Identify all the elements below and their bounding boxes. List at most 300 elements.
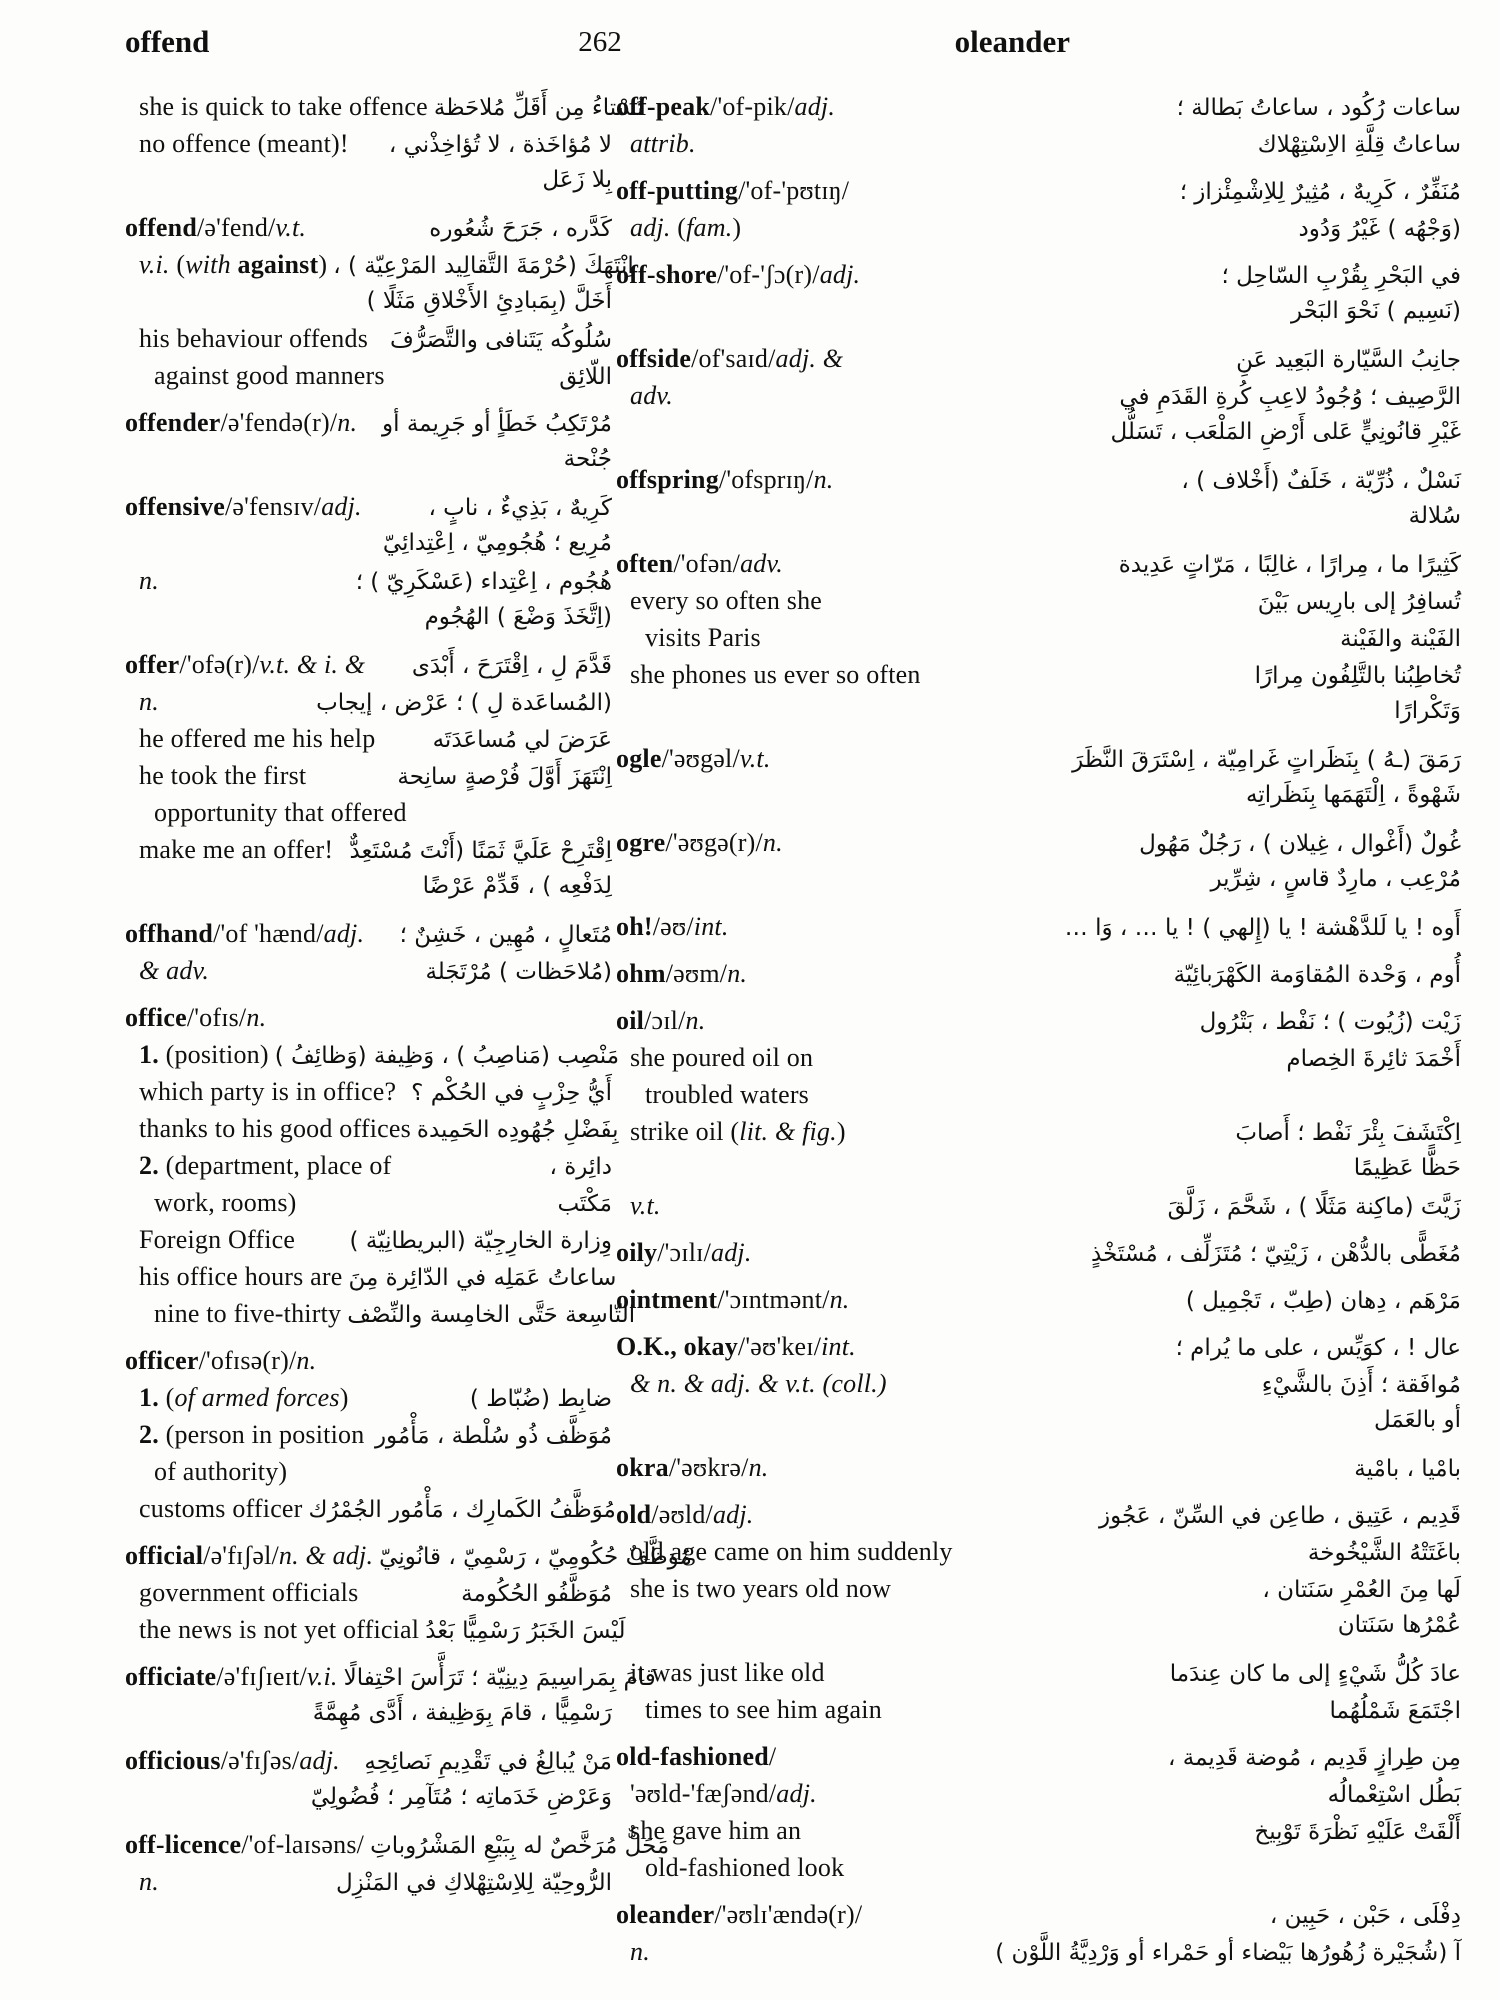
- headword: offer: [125, 650, 180, 679]
- english-text: [125, 1416, 364, 1453]
- headword: oh!: [616, 912, 653, 941]
- english-text: [125, 88, 428, 125]
- arabic-translation: (المُساعَدة لِ ) ؛ عَرْض ، إيجاب: [316, 690, 612, 716]
- arabic-translation: لَيْسَ الخَبَرُ رَسْمِيًّا بَعْدُ: [425, 1618, 626, 1644]
- entry-line: [125, 1742, 612, 1779]
- entry-line: [125, 1258, 617, 1295]
- entry-line: [616, 1076, 1461, 1113]
- english-text: [616, 1449, 768, 1486]
- english-segment: (: [677, 213, 687, 242]
- entry-line: [616, 1113, 1461, 1150]
- english-segment: n.: [813, 465, 834, 494]
- arabic-translation: مَرْهَم ، دِهان (طِبّ ، تَجْمِيل ): [1185, 1288, 1461, 1314]
- entry-line: [125, 794, 612, 831]
- english-text: [616, 1570, 891, 1607]
- entry-line: [616, 125, 1461, 162]
- entry-line: [125, 357, 612, 394]
- arabic-translation: وَعَرْضِ خَدَماتِه ؛ مُتَآمِر ؛ فُضُولِيّ: [310, 1784, 612, 1810]
- arabic-translation: كَثِيرًا ما ، مِرارًا ، غالِبًا ، مَرّاتٍ عَدِيدة: [1118, 552, 1461, 578]
- english-text: [616, 377, 673, 414]
- headword: ogre: [616, 828, 666, 857]
- entry-line: [125, 162, 612, 199]
- arabic-translation: قَدِيم ، عَتِيق ، طاعِن في السِّنّ ، عَجُوز: [1098, 1503, 1461, 1529]
- english-text: [125, 794, 407, 831]
- headword: official: [125, 1541, 204, 1570]
- headword: officer: [125, 1346, 199, 1375]
- english-segment: /'of-'pʊtɪŋ/: [738, 176, 850, 205]
- english-segment: /ə'fɪʃəs/: [220, 1746, 300, 1775]
- english-text: [125, 246, 327, 283]
- entry-line: [125, 1537, 692, 1574]
- entry-line: [616, 582, 1461, 619]
- english-text: [616, 88, 835, 125]
- arabic-translation: قَدَّمَ لِ ، اِقْتَرَحَ ، أَبْدَى: [411, 653, 612, 679]
- english-segment: (: [176, 250, 186, 279]
- arabic-translation: مُوَظَّف ذُو سُلْطة ، مَأْمُور: [374, 1423, 612, 1449]
- headword: ogle: [616, 744, 662, 773]
- english-text: [125, 1658, 338, 1695]
- entry-line: [616, 377, 1461, 414]
- entry-line: [616, 88, 1461, 125]
- english-text: [616, 256, 860, 293]
- english-segment: against good manners: [154, 361, 385, 390]
- english-text: [616, 1234, 752, 1271]
- arabic-translation: مُتَعالٍ ، مُهِين ، خَشِنٌ ؛: [399, 922, 612, 948]
- entry-line: [616, 908, 1461, 945]
- arabic-translation: الرَّصِيف ؛ وُجُودُ لاعِبِ كُرةِ القَدَمِ في: [1119, 384, 1461, 410]
- entry-line: [616, 1328, 1461, 1365]
- entry-line: [616, 1150, 1461, 1187]
- english-segment: work, rooms): [154, 1188, 297, 1217]
- english-text: [616, 1281, 849, 1318]
- english-text: [125, 720, 375, 757]
- entry-line: [616, 1849, 1461, 1886]
- english-text: [616, 1496, 754, 1533]
- headword: offspring: [616, 465, 719, 494]
- entry-line: [616, 1775, 1461, 1812]
- english-text: [616, 1039, 813, 1076]
- english-segment: /'ofə(r)/: [179, 650, 260, 679]
- arabic-translation: مُوَظَّفُو الحُكُومة: [461, 1581, 612, 1607]
- english-text: [125, 1453, 287, 1490]
- english-segment: n.: [296, 1346, 317, 1375]
- entry-line: [616, 1570, 1461, 1607]
- english-segment: /ɔɪl/: [644, 1006, 686, 1035]
- headword: officiate: [125, 1662, 217, 1691]
- arabic-translation: ساعاتُ عَمَلِه في الدّائِرة مِنَ: [348, 1265, 617, 1291]
- column-right: [616, 88, 1461, 1970]
- entry-line: [616, 1365, 1461, 1402]
- arabic-translation: بِفَضْلِ جُهُودِه الحَمِيدة: [416, 1117, 619, 1143]
- english-segment: /'əʊkrə/: [668, 1453, 749, 1482]
- arabic-translation: بامْيا ، بامْية: [1354, 1456, 1461, 1482]
- english-text: [616, 1187, 661, 1224]
- headword: often: [616, 549, 674, 578]
- english-text: [616, 824, 783, 861]
- arabic-translation: ساعات رُكُود ، ساعاتُ بَطالة ؛: [1176, 95, 1461, 121]
- english-segment: lit. & fig.: [739, 1117, 837, 1146]
- headword: 1.: [139, 1040, 159, 1069]
- english-text: [616, 1002, 705, 1039]
- english-text: [616, 1775, 817, 1812]
- english-segment: make me an offer!: [139, 835, 334, 864]
- english-segment: she phones us ever so often: [630, 660, 921, 689]
- arabic-translation: مُوَظَّفُ الكَمارِك ، مَأْمُور الجُمْرُك: [308, 1497, 616, 1523]
- arabic-translation: غُولٌ (أَغْوال ، غِيلان ) ، رَجُلٌ مَهُول: [1139, 831, 1461, 857]
- entry-line: [616, 498, 1461, 535]
- english-segment: adv.: [740, 549, 783, 578]
- english-segment: n.: [246, 1003, 267, 1032]
- english-text: [616, 125, 696, 162]
- entry-line: [616, 293, 1461, 330]
- english-text: [125, 952, 209, 989]
- entry-line: [125, 1036, 620, 1073]
- english-text: [125, 404, 357, 441]
- arabic-translation: مُوَظَّفٌ حُكُومِيّ ، رَسْمِيّ ، قانُونِيّ: [379, 1544, 692, 1570]
- entry-line: [125, 283, 612, 320]
- english-segment: n.: [727, 959, 748, 988]
- arabic-translation: تُخاطِبُنا بالتَّلِفُون مِرارًا: [1254, 663, 1461, 689]
- arabic-translation: آ (شُجَيْرة زُهُورُها بَيْضاء أو حَمْراء أو وَرْدِيَّةُ اللَّوْن ): [995, 1940, 1461, 1966]
- english-text: [616, 1654, 825, 1691]
- english-segment: adj.: [711, 1238, 752, 1267]
- english-text: [616, 1533, 953, 1570]
- english-segment: /əʊ/: [652, 912, 694, 941]
- entry-line: [125, 1779, 612, 1816]
- english-segment: (: [158, 1383, 175, 1412]
- english-segment: /'ofɪsə(r)/: [198, 1346, 297, 1375]
- guide-word-right: oleander: [954, 24, 1070, 59]
- arabic-translation: أَخَلَّ (بِمَبادِئِ الأَخْلاقِ مَثَلًا ): [366, 288, 612, 314]
- headword: against: [237, 250, 319, 279]
- entry-line: [125, 1295, 636, 1332]
- english-text: [125, 915, 364, 952]
- english-segment: of armed forces: [174, 1383, 340, 1412]
- english-segment: adj.: [776, 1779, 817, 1808]
- english-text: [125, 831, 333, 868]
- english-segment: adj.: [819, 260, 861, 289]
- english-segment: /'ofsprɪŋ/: [718, 465, 814, 494]
- english-segment: she is quick to take offence: [139, 92, 428, 121]
- arabic-translation: (وَجْهُه ) غَيْرُ وَدُود: [1298, 216, 1461, 242]
- arabic-translation: اِقْتَرِحْ عَلَيَّ ثَمَنًا (أَنْتَ مُسْتَعِدٌّ: [349, 838, 612, 864]
- headword: ohm: [616, 959, 666, 988]
- arabic-translation: مُرْعِب ، مارِدٌ قاسٍ ، شِرِّير: [1210, 866, 1461, 892]
- entry-line: [616, 1496, 1461, 1533]
- entry-line: [616, 340, 1461, 377]
- english-segment: she gave him an: [630, 1816, 802, 1845]
- english-segment: n.: [630, 1937, 650, 1966]
- english-segment: int.: [693, 912, 729, 941]
- entry-line: [125, 1863, 612, 1900]
- entry-line: [125, 1110, 619, 1147]
- entry-line: [616, 1654, 1461, 1691]
- english-text: [125, 1184, 297, 1221]
- english-text: [616, 340, 843, 377]
- english-segment: (person in position: [158, 1420, 365, 1449]
- headword: old-fashioned: [616, 1742, 769, 1771]
- english-segment: v.t.: [739, 744, 771, 773]
- english-segment: /'of 'hænd/: [213, 919, 324, 948]
- english-segment: he offered me his help: [139, 724, 376, 753]
- entry-line: [616, 693, 1461, 730]
- english-segment: /'ɔɪntmənt/: [717, 1285, 830, 1314]
- english-segment: (department, place of: [158, 1151, 392, 1180]
- page-number: 262: [578, 26, 622, 58]
- english-text: [616, 1691, 882, 1728]
- english-segment: customs officer: [139, 1494, 303, 1523]
- arabic-translation: حَظًّا عَظِيمًا: [1353, 1155, 1461, 1181]
- headword: off-shore: [616, 260, 717, 289]
- english-segment: /ə'fend/: [196, 213, 276, 242]
- arabic-translation: (اِتَّخَذَ وَضْعَ ) الهُجُوم: [424, 604, 612, 630]
- entry-line: [616, 1449, 1461, 1486]
- entry-line: [125, 757, 612, 794]
- arabic-translation: أُوم ، وَحْدة المُقاوَمة الكَهْرَبائِيّة: [1173, 962, 1461, 988]
- arabic-translation: أَوه ! يا لَلدَّهْشة ! يا (إِلهي ) ! يا … ، وَا …: [1064, 915, 1461, 941]
- entry-line: [125, 562, 612, 599]
- entry-line: [616, 461, 1461, 498]
- english-text: [125, 320, 368, 357]
- arabic-translation: جانِبُ السَّيّارة البَعِيد عَنِ: [1236, 347, 1461, 373]
- arabic-translation: اجْتَمَعَ شَمْلُهُما: [1329, 1698, 1461, 1724]
- arabic-translation: دِفْلَى ، حَبْن ، حَبِين ،: [1269, 1903, 1461, 1929]
- entry-line: [125, 720, 612, 757]
- english-segment: every so often she: [630, 586, 823, 615]
- arabic-translation: مَكْتَب: [557, 1191, 612, 1217]
- arabic-translation: وَتَكْرارًا: [1394, 698, 1461, 724]
- arabic-translation: سُلُوكُه يَتَنافى والتَّصَرُّفَ: [389, 327, 612, 353]
- english-segment: /: [768, 1742, 777, 1771]
- entry-line: [616, 172, 1461, 209]
- entry-line: [616, 209, 1461, 246]
- entry-line: [125, 441, 612, 478]
- arabic-translation: هُجُوم ، اِعْتِداء (عَسْكَرِيّ ) ؛: [355, 569, 612, 595]
- english-text: [125, 1863, 159, 1900]
- english-segment: adj.: [712, 1500, 754, 1529]
- entry-line: [616, 619, 1461, 656]
- english-segment: 'əʊld-'fæʃənd/: [630, 1779, 777, 1808]
- entry-line: [125, 646, 612, 683]
- arabic-translation: عال ! ، كوَيِّس ، على ما يُرام ؛: [1175, 1335, 1461, 1361]
- english-text: [616, 1812, 801, 1849]
- english-text: [616, 1738, 776, 1775]
- english-text: [125, 1379, 349, 1416]
- english-text: [125, 646, 365, 683]
- english-segment: /əʊld/: [651, 1500, 713, 1529]
- english-segment: Foreign Office: [139, 1225, 296, 1254]
- english-segment: strike oil (: [630, 1117, 740, 1146]
- english-segment: /'of-pik/: [710, 92, 795, 121]
- english-text: [125, 1611, 419, 1648]
- english-segment: ): [732, 213, 742, 242]
- english-text: [616, 908, 729, 945]
- english-segment: ): [339, 1383, 349, 1412]
- english-segment: his office hours are: [139, 1262, 343, 1291]
- english-segment: n. & adj.: [278, 1541, 374, 1570]
- english-text: [616, 1076, 809, 1113]
- arabic-translation: مُنَفِّرٌ ، كَرِيهٌ ، مُثِيرٌ لِلاِشْمِئْزاز ؛: [1179, 179, 1461, 205]
- headword: oily: [616, 1238, 658, 1267]
- english-segment: adj.: [299, 1746, 340, 1775]
- english-segment: troubled waters: [645, 1080, 810, 1109]
- english-segment: int.: [821, 1332, 856, 1361]
- entry-line: [125, 952, 612, 989]
- english-text: [125, 125, 349, 162]
- arabic-translation: عادَ كُلُّ شَيْءٍ إلى ما كان عِندَما: [1169, 1661, 1461, 1687]
- arabic-translation: مُرِيع ؛ هُجُومِيّ ، اِعْتِدائِيّ: [382, 530, 612, 556]
- entry-line: [125, 599, 612, 636]
- english-segment: /ə'fensɪv/: [225, 492, 322, 521]
- arabic-translation: جُنْحة: [563, 446, 612, 472]
- arabic-translation: (نَسِيم ) نَحْوَ البَحْر: [1290, 298, 1461, 324]
- english-segment: times to see him again: [645, 1695, 882, 1724]
- entry-line: [125, 1490, 616, 1527]
- english-text: [125, 357, 385, 394]
- entry-line: [616, 1002, 1461, 1039]
- entry-line: [125, 1379, 612, 1416]
- arabic-translation: مُغَطًّى بالدُّهْن ، زَيْتِيّ ؛ مُتَزَلِّف ، مُسْتَخْذٍ: [1091, 1241, 1461, 1267]
- english-segment: adj.: [321, 492, 362, 521]
- headword: off-licence: [125, 1830, 242, 1859]
- entry-line: [125, 1342, 612, 1379]
- english-text: [125, 1826, 364, 1863]
- arabic-translation: ساعاتُ قِلَّةِ الاِسْتِهْلاك: [1257, 132, 1461, 158]
- english-text: [125, 209, 306, 246]
- english-text: [125, 1110, 411, 1147]
- english-text: [125, 1036, 269, 1073]
- entry-line: [616, 1812, 1461, 1849]
- english-text: [616, 545, 783, 582]
- entry-line: [616, 1281, 1461, 1318]
- english-text: [125, 1342, 316, 1379]
- entry-line: [616, 740, 1461, 777]
- english-text: [616, 955, 747, 992]
- english-segment: n.: [685, 1006, 706, 1035]
- english-segment: adj.: [630, 213, 678, 242]
- dictionary-body: [0, 88, 1500, 2000]
- entry-line: [616, 1187, 1461, 1224]
- english-segment: n.: [829, 1285, 850, 1314]
- headword: 2.: [139, 1420, 159, 1449]
- arabic-translation: أَخْمَدَ ثائِرةَ الخِصام: [1286, 1046, 1461, 1072]
- english-text: [616, 582, 822, 619]
- english-segment: it was just like old: [630, 1658, 825, 1687]
- english-segment: /'of-laɪsəns/: [241, 1830, 365, 1859]
- arabic-translation: (مُلاحَظات ) مُرْتَجَلة: [425, 959, 612, 985]
- english-text: [125, 1742, 340, 1779]
- arabic-translation: أو بالعَمَل: [1373, 1407, 1461, 1433]
- english-text: [125, 1147, 391, 1184]
- arabic-translation: الرُّوحِيّة لِلاِسْتِهْلاكِ في المَنْزِل: [335, 1870, 612, 1896]
- english-segment: adj. &: [775, 344, 844, 373]
- english-text: [125, 1537, 373, 1574]
- arabic-translation: سُلالة: [1408, 503, 1461, 529]
- english-segment: old age came on him suddenly: [630, 1537, 953, 1566]
- headword: okra: [616, 1453, 669, 1482]
- english-text: [616, 1933, 650, 1970]
- english-text: [125, 562, 159, 599]
- english-text: [616, 1328, 856, 1365]
- headword: office: [125, 1003, 187, 1032]
- entry-line: [125, 404, 612, 441]
- arabic-translation: لِدَفْعِه ) ، قَدِّمْ عَرْضًا: [422, 873, 612, 899]
- headword: offend: [125, 213, 197, 242]
- english-segment: /of'saɪd/: [691, 344, 776, 373]
- english-segment: n.: [139, 1867, 159, 1896]
- arabic-translation: اِنْتَهَكَ (حُرْمَةَ التَّقالِيد المَرْعِيّة ) ،: [333, 253, 634, 279]
- english-text: [125, 1073, 396, 1110]
- english-segment: she poured oil on: [630, 1043, 814, 1072]
- english-segment: opportunity that offered: [154, 798, 407, 827]
- arabic-translation: في البَحْرِ بِقُرْبِ السّاحِل ؛: [1221, 263, 1461, 289]
- headword: ointment: [616, 1285, 718, 1314]
- entry-line: [616, 1738, 1461, 1775]
- arabic-translation: ضابِط (ضُبّاط ): [469, 1386, 612, 1412]
- arabic-translation: عُمْرُها سَنَتان: [1337, 1612, 1461, 1638]
- english-segment: attrib.: [630, 129, 696, 158]
- english-segment: /'əʊgəl/: [661, 744, 740, 773]
- english-segment: /'əʊ'keɪ/: [737, 1332, 822, 1361]
- headword: off-putting: [616, 176, 739, 205]
- entry-line: [616, 861, 1461, 898]
- arabic-translation: اللّائِق: [559, 364, 612, 390]
- entry-line: [616, 545, 1461, 582]
- english-segment: n.: [762, 828, 783, 857]
- english-segment: fam.: [686, 213, 733, 242]
- headword: oil: [616, 1006, 645, 1035]
- arabic-translation: رَسْمِيًّا ، قامَ بِوَظِيفة ، أَدَّى مُهِمَّةً: [312, 1700, 612, 1726]
- english-segment: & n. & adj. & v.t. (coll.): [630, 1369, 887, 1398]
- arabic-translation: وِزارة الخارِجِيّة (البريطانِيّة ): [349, 1228, 612, 1254]
- arabic-translation: رَمَقَ (ـهُ ) بِنَظَراتٍ غَرامِيّة ، اِسْتَرَقَ النَّظَرَ: [1072, 747, 1461, 773]
- entry-line: [125, 1695, 612, 1732]
- english-segment: no offence (meant)!: [139, 129, 349, 158]
- guide-word-left: offend: [125, 24, 210, 59]
- entry-line: [125, 831, 612, 868]
- entry-line: [616, 824, 1461, 861]
- page-header: [0, 24, 1500, 74]
- arabic-translation: مُرْتَكِبُ خَطَأٍ أو جَرِيمة أو: [382, 411, 612, 437]
- english-segment: with: [185, 250, 238, 279]
- headword: offender: [125, 408, 221, 437]
- english-segment: /ə'fɪʃəl/: [203, 1541, 279, 1570]
- entry-line: [125, 1574, 612, 1611]
- arabic-translation: باغَتَتْهُ الشَّيْخُوخة: [1307, 1540, 1461, 1566]
- english-segment: v.i.: [306, 1662, 338, 1691]
- entry-line: [125, 488, 612, 525]
- english-segment: n.: [139, 566, 159, 595]
- english-text: [125, 488, 362, 525]
- headword: officious: [125, 1746, 221, 1775]
- arabic-translation: نَسْلٌ ، ذُرِّيّة ، خَلَفٌ (أَخْلاف ) ،: [1181, 468, 1461, 494]
- arabic-translation: التّاسِعة حَتَّى الخامِسة والنِّصْف: [347, 1302, 636, 1328]
- arabic-translation: زَيَّتَ (ماكِنة مَثَلًا ) ، شَحَّمَ ، زَلَّقَ: [1167, 1194, 1461, 1220]
- english-segment: /ə'fɪʃɪeɪt/: [216, 1662, 307, 1691]
- entry-line: [616, 1039, 1461, 1076]
- english-segment: the news is not yet official: [139, 1615, 420, 1644]
- english-segment: his behaviour offends: [139, 324, 369, 353]
- english-text: [125, 1221, 295, 1258]
- english-segment: thanks to his good offices: [139, 1114, 411, 1143]
- english-text: [616, 1849, 844, 1886]
- entry-line: [616, 777, 1461, 814]
- english-text: [125, 1574, 358, 1611]
- english-text: [616, 619, 761, 656]
- arabic-translation: مَنْصِب (مَناصِبُ ) ، وَظِيفة (وَظائِفُ ): [274, 1043, 620, 1069]
- english-segment: n.: [337, 408, 358, 437]
- english-segment: /'ofɪs/: [186, 1003, 247, 1032]
